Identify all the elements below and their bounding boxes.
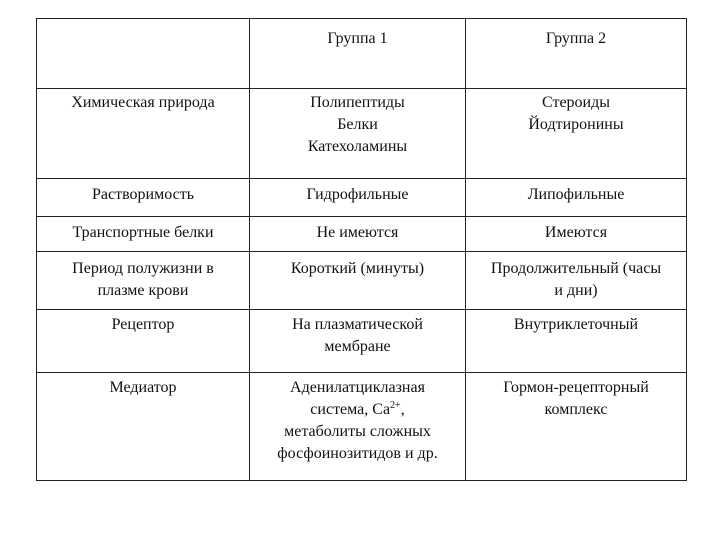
cell-line <box>250 399 465 421</box>
group2-cell <box>466 89 687 179</box>
calcium-text: система, Ca <box>310 401 391 418</box>
column-header-group1: Группа 1 <box>250 19 466 89</box>
row-label: Растворимость <box>37 179 250 217</box>
cell-line: плазме крови <box>97 282 189 299</box>
hormone-comparison-table <box>36 18 687 481</box>
table-row-transport-proteins <box>37 217 687 252</box>
cell-line: и дни) <box>554 282 598 299</box>
cell-line: Белки <box>337 116 378 133</box>
group1-cell <box>250 310 466 373</box>
cell-line: фосфоинозитидов и др. <box>277 445 438 462</box>
table-row-solubility <box>37 179 687 217</box>
group2-cell <box>466 373 687 481</box>
calcium-charge: 2+ <box>390 400 401 411</box>
group2-cell: Имеются <box>466 217 687 252</box>
row-label: Рецептор <box>37 310 250 373</box>
comma-text: , <box>400 401 405 418</box>
row-label <box>37 252 250 310</box>
cell-line: Гормон-рецепторный <box>503 379 649 396</box>
cell-line: мембране <box>324 338 391 355</box>
row-label: Транспортные белки <box>37 217 250 252</box>
cell-line: Период полужизни в <box>72 260 214 277</box>
group1-cell: Не имеются <box>250 217 466 252</box>
group1-cell: Короткий (минуты) <box>250 252 466 310</box>
cell-line: Катехоламины <box>307 138 408 155</box>
table-row-half-life <box>37 252 687 310</box>
cell-line: Продолжительный (часы <box>490 260 662 277</box>
table-row-mediator <box>37 373 687 481</box>
cell-line: На плазматической <box>292 316 423 333</box>
cell-line: Стероиды <box>541 94 610 111</box>
group2-cell: Внутриклеточный <box>466 310 687 373</box>
group2-cell <box>466 252 687 310</box>
table-corner-cell <box>37 19 250 89</box>
cell-line: Йодтиронины <box>528 116 624 133</box>
column-header-group2: Группа 2 <box>466 19 687 89</box>
cell-line: комплекс <box>544 401 608 418</box>
row-label: Медиатор <box>37 373 250 481</box>
cell-line: Полипептиды <box>310 94 405 111</box>
table-row-chemical-nature <box>37 89 687 179</box>
group2-cell: Липофильные <box>466 179 687 217</box>
group1-cell <box>250 373 466 481</box>
table-row-receptor <box>37 310 687 373</box>
cell-line: метаболиты сложных <box>284 423 431 440</box>
cell-line: Аденилатциклазная <box>290 379 425 396</box>
row-label: Химическая природа <box>37 89 250 179</box>
group1-cell <box>250 89 466 179</box>
group1-cell: Гидрофильные <box>250 179 466 217</box>
table-header-row <box>37 19 687 89</box>
